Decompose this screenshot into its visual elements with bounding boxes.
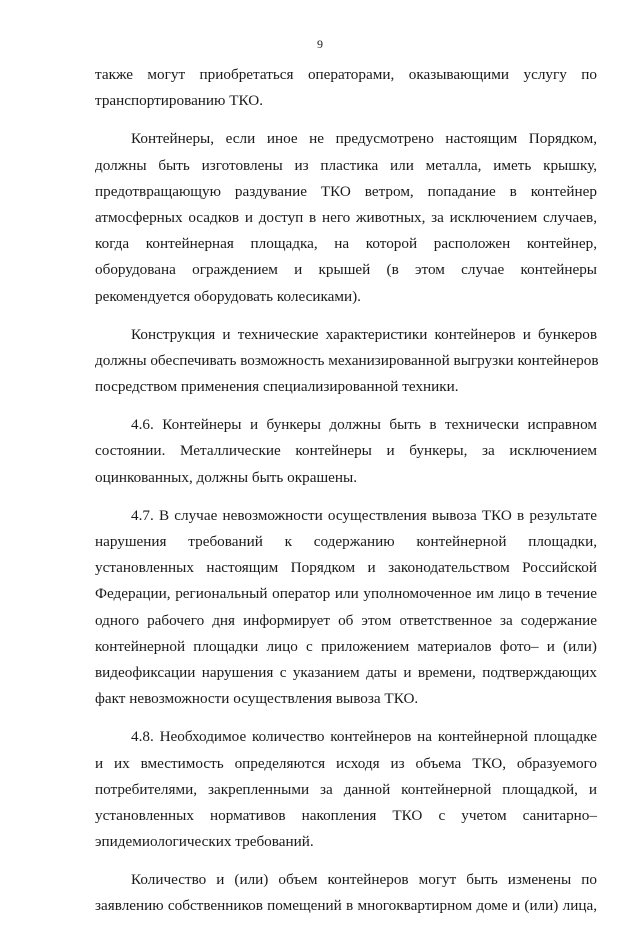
text-line: установленных настоящим Порядком и законодательством Российской [95, 559, 597, 577]
text-line: оборудована ограждением и крышей (в этом случае контейнеры [95, 261, 597, 279]
text-line: установленных нормативов накопления ТКО с учетом санитарно– [95, 806, 597, 824]
text-line: должны обеспечивать возможность механизированной выгрузки контейнеров [95, 351, 599, 369]
text-line: когда контейнерная площадка, на которой расположен контейнер, [95, 235, 597, 253]
text-line: предотвращающую раздувание ТКО ветром, попадание в контейнер [95, 182, 597, 200]
paragraph [95, 412, 597, 491]
text-line: заявлению собственников помещений в многоквартирном доме и (или) лица, [95, 897, 597, 915]
text-line: транспортированию ТКО. [95, 92, 263, 110]
text-line: рекомендуется оборудовать колесиками). [95, 287, 361, 305]
paragraph [95, 322, 597, 401]
paragraph [95, 62, 597, 114]
text-line: посредством применения специализированной техники. [95, 378, 459, 396]
text-line: видеофиксации нарушения с указанием даты и времени, подтверждающих [95, 663, 597, 681]
text-line: состоянии. Металлические контейнеры и бункеры, за исключением [95, 442, 597, 460]
paragraph [95, 724, 597, 855]
text-line: эпидемиологических требований. [95, 833, 314, 851]
text-line: Количество и (или) объем контейнеров могут быть изменены по [131, 871, 597, 889]
text-line: Федерации, региональный оператор или уполномоченное им лицо в течение [95, 585, 597, 603]
document-body [95, 62, 597, 932]
text-line: оцинкованных, должны быть окрашены. [95, 468, 358, 486]
page-number: 9 [317, 37, 323, 51]
text-line: 4.6. Контейнеры и бункеры должны быть в технически исправном [131, 416, 597, 434]
text-line: потребителями, закрепленными за данной контейнерной площадкой, и [95, 780, 597, 798]
text-line: 4.7. В случае невозможности осуществления вывоза ТКО в результате [131, 506, 597, 524]
paragraph [95, 126, 597, 309]
text-line: также могут приобретаться операторами, оказывающими услугу по [95, 66, 597, 83]
text-line: факт невозможности осуществления вывоза ТКО. [95, 690, 419, 708]
text-line: одного рабочего дня информирует об этом ответственное за содержание [95, 611, 597, 629]
text-line: Контейнеры, если иное не предусмотрено настоящим Порядком, [131, 130, 597, 148]
text-line: атмосферных осадков и доступ в него животных, за исключением случаев, [95, 208, 597, 226]
text-line: нарушения требований к содержанию контейнерной площадки, [95, 533, 597, 550]
text-line: и их вместимость определяются исходя из объема ТКО, образуемого [95, 754, 597, 772]
text-line: контейнерной площадки лицо с приложением материалов фото– и (или) [95, 637, 597, 655]
paragraph [95, 867, 597, 919]
text-line: Конструкция и технические характеристики контейнеров и бункеров [131, 325, 597, 343]
text-line: должны быть изготовлены из пластика или металла, иметь крышку, [95, 156, 597, 174]
paragraph [95, 503, 597, 713]
text-line: 4.8. Необходимое количество контейнеров на контейнерной площадке [131, 728, 597, 746]
